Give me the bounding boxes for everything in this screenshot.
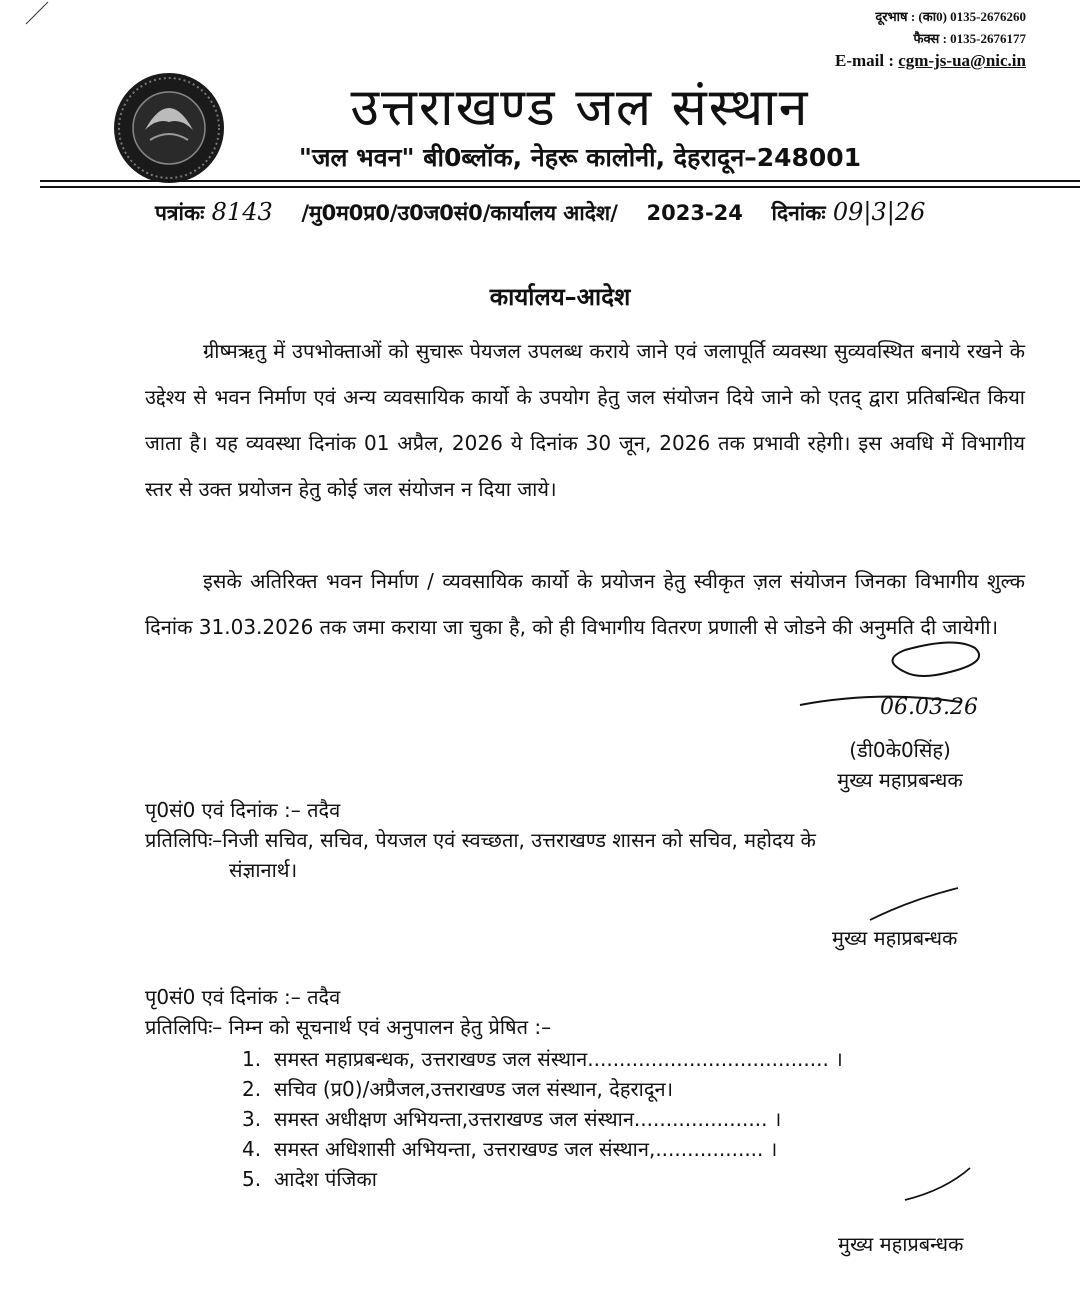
signatory-block xyxy=(780,735,1020,795)
ref-date-handwritten: 09|3|26 xyxy=(832,198,926,226)
signature-copy2 xyxy=(905,1168,970,1200)
scan-mark xyxy=(26,2,48,24)
list-item: 3. समस्त अधीक्षण अभियन्ता,उत्तराखण्ड जल संस्थान..................... । xyxy=(242,1107,782,1131)
copy2-intro: प्रतिलिपिः– निम्न को सूचनार्थ एवं अनुपालन हेतु प्रेषित :– xyxy=(145,1015,552,1039)
copy1-block xyxy=(145,795,1030,885)
signature-copy1 xyxy=(870,888,958,920)
ref-year: 2023-24 xyxy=(646,201,743,225)
order-paragraph-2-text: इसके अतिरिक्त भवन निर्माण / व्यवसायिक कार्यो के प्रयोजन हेतु स्वीकृत ज़ल संयोजन जिनका विभागीय शुल्क दिनांक 31.03.2026 तक जमा कराया जा चुका है, को ही विभागीय वितरण प्रणाली से जोडने की अनुमति दी जायेगी। xyxy=(145,569,1025,639)
copy2-designation: मुख्य महाप्रबन्धक xyxy=(838,1232,964,1256)
copy2-block xyxy=(145,982,1030,1042)
order-paragraph-2 xyxy=(145,558,1025,650)
copy2-ref-line: पृ0सं0 एवं दिनांक :– तदैव xyxy=(145,985,341,1009)
distribution-list xyxy=(242,1044,843,1194)
email-label: E-mail : xyxy=(834,51,899,70)
list-item: 2. सचिव (प्र0)/अप्रैजल,उत्तराखण्ड जल संस्थान, देहरादून। xyxy=(242,1077,674,1101)
list-item: 1. समस्त महाप्रबन्धक, उत्तराखण्ड जल संस्थान...................................... । xyxy=(242,1047,843,1071)
contact-block xyxy=(835,6,1026,72)
ref-path: /मु0म0प्र0/उ0ज0सं0/कार्यालय आदेश/ xyxy=(301,201,618,225)
ref-label: पत्रांकः xyxy=(155,201,205,225)
reference-line xyxy=(155,198,1055,227)
email-link[interactable]: cgm-js-ua@nic.in xyxy=(898,51,1026,70)
order-paragraph-1-text: ग्रीष्मऋतु में उपभोक्ताओं को सुचारू पेयजल उपलब्ध कराये जाने एवं जलापूर्ति व्यवस्था सुव्यवस्थित बनाये रखने के उद्देश्य से भवन निर्माण एवं अन्य व्यवसायिक कार्यो के उपयोग हेतु जल संयोजन दिये जाने को एतद् द्वारा प्रतिबन्धित किया जाता है। यह व्यवस्था दिनांक 01 अप्रैल, 2026 ये दिनांक 30 जून, 2026 तक प्रभावी रहेगी। इस अवधि में विभागीय स्तर से उक्त प्रयोजन हेतु कोई जल संयोजन न दिया जाये। xyxy=(145,339,1025,501)
order-heading: कार्यालय–आदेश xyxy=(489,283,631,311)
phone-line: दूरभाष : (का0) 0135-2676260 xyxy=(875,9,1026,24)
copy1-designation: मुख्य महाप्रबन्धक xyxy=(832,926,958,950)
organisation-address: "जल भवन" बी0ब्लॉक, नेहरू कालोनी, देहरादून–248001 xyxy=(298,143,862,172)
order-paragraph-1 xyxy=(145,328,1025,512)
signature-date-handwritten: 06.03.26 xyxy=(880,695,978,720)
organisation-name: उत्तराखण्ड जल संस्थान xyxy=(350,78,810,138)
organisation-logo xyxy=(114,73,224,183)
header-rule-bottom xyxy=(40,186,1080,188)
list-item: 4. समस्त अधिशासी अभियन्ता, उत्तराखण्ड जल संस्थान,................. । xyxy=(242,1137,778,1161)
copy1-text: प्रतिलिपिः–निजी सचिव, सचिव, पेयजल एवं स्वच्छता, उत्तराखण्ड शासन को सचिव, महोदय के xyxy=(145,828,816,852)
fax-line: फैक्स : 0135-2676177 xyxy=(913,31,1026,46)
signatory-designation: मुख्य महाप्रबन्धक xyxy=(837,768,963,792)
copy1-ref-line: पृ0सं0 एवं दिनांक :– तदैव xyxy=(145,798,341,822)
ref-number-handwritten: 8143 xyxy=(211,198,273,226)
header-rule-top xyxy=(40,180,1080,182)
ref-date-label: दिनांकः xyxy=(771,201,826,225)
list-item: 5. आदेश पंजिका xyxy=(242,1167,377,1191)
copy1-text-continued: संज्ञानार्थ। xyxy=(229,858,298,882)
signatory-name: (डी0के0सिंह) xyxy=(849,738,951,762)
